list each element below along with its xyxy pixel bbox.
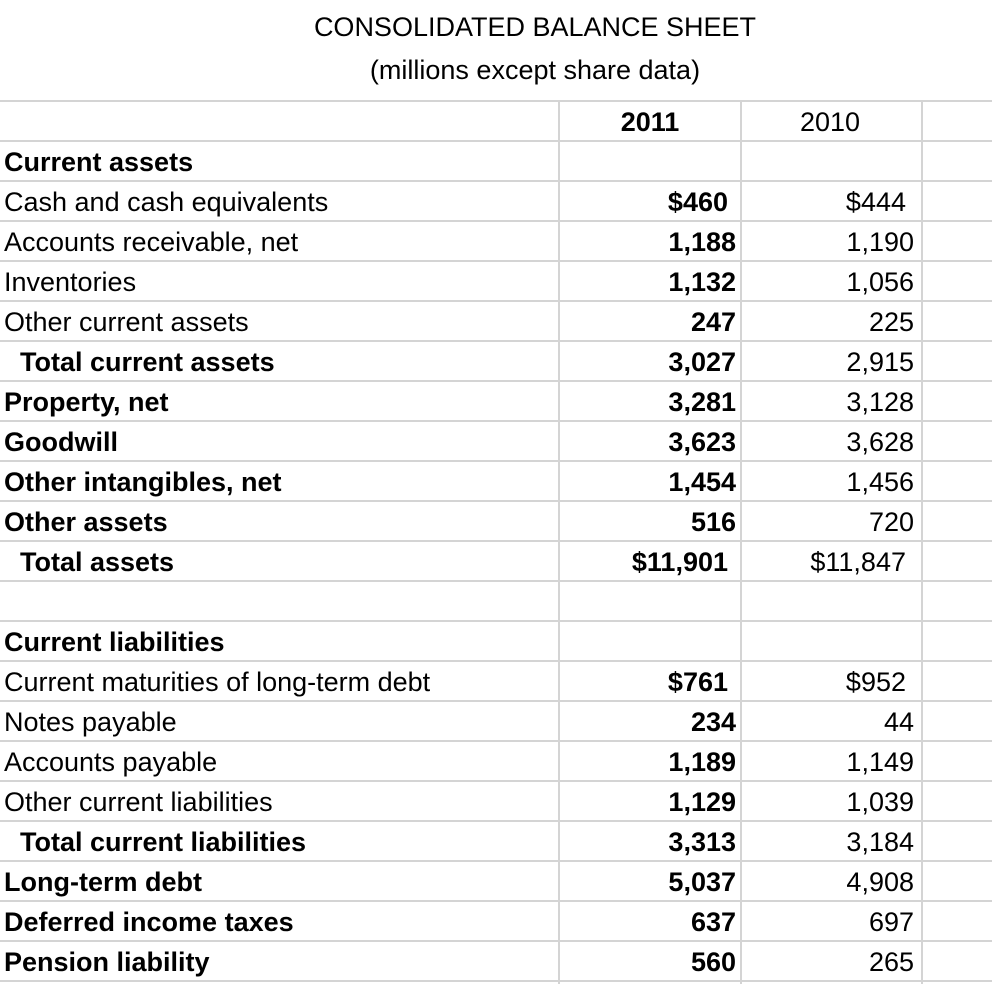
table-row xyxy=(0,100,992,142)
sheet-title: CONSOLIDATED BALANCE SHEET xyxy=(313,12,757,42)
row-label[interactable]: Other intangibles, net xyxy=(4,467,282,497)
table-row xyxy=(0,862,992,902)
row-label[interactable]: Current assets xyxy=(4,147,194,177)
table-row xyxy=(0,222,992,262)
value-2010[interactable]: $444 xyxy=(845,187,906,217)
value-2011[interactable]: $460 xyxy=(667,187,728,217)
value-2010[interactable]: 1,190 xyxy=(846,227,914,257)
value-2011[interactable]: 1,454 xyxy=(668,467,736,497)
value-2011[interactable]: $761 xyxy=(667,667,728,697)
sheet-subtitle: (millions except share data) xyxy=(369,55,701,85)
table-row xyxy=(0,422,992,462)
value-2010[interactable]: 44 xyxy=(883,707,914,737)
value-2011[interactable]: 560 xyxy=(690,947,736,977)
table-row xyxy=(0,902,992,942)
row-label[interactable]: Property, net xyxy=(4,387,169,417)
value-2011[interactable]: 516 xyxy=(690,507,736,537)
table-row xyxy=(0,822,992,862)
value-2011[interactable]: 3,313 xyxy=(668,827,736,857)
row-label[interactable]: Other assets xyxy=(4,507,168,537)
table-row xyxy=(0,782,992,822)
row-label[interactable]: Current maturities of long-term debt xyxy=(4,667,431,697)
value-2011[interactable]: 234 xyxy=(690,707,736,737)
table-row xyxy=(0,622,992,662)
row-label[interactable]: Long-term debt xyxy=(4,867,202,897)
value-2010[interactable]: $11,847 xyxy=(810,547,906,577)
row-label[interactable]: Total assets xyxy=(20,547,175,577)
column-header-2010[interactable]: 2010 xyxy=(799,107,861,137)
table-row xyxy=(0,662,992,702)
table-row xyxy=(0,302,992,342)
value-2011[interactable]: 247 xyxy=(690,307,736,337)
row-label[interactable]: Total current liabilities xyxy=(20,827,307,857)
value-2010[interactable]: 1,149 xyxy=(846,747,914,777)
value-2010[interactable]: 1,056 xyxy=(846,267,914,297)
value-2011[interactable]: 3,027 xyxy=(668,347,736,377)
row-label[interactable]: Other current assets xyxy=(4,307,249,337)
value-2010[interactable]: 4,908 xyxy=(846,867,914,897)
value-2010[interactable]: 1,456 xyxy=(846,467,914,497)
value-2011[interactable]: 1,188 xyxy=(668,227,736,257)
balance-sheet-table xyxy=(0,100,992,982)
value-2010[interactable]: $952 xyxy=(845,667,906,697)
value-2011[interactable]: 5,037 xyxy=(668,867,736,897)
value-2011[interactable]: 637 xyxy=(690,907,736,937)
row-label[interactable]: Pension liability xyxy=(4,947,210,977)
value-2010[interactable]: 2,915 xyxy=(846,347,914,377)
table-row xyxy=(0,342,992,382)
row-label[interactable]: Accounts payable xyxy=(4,747,218,777)
value-2011[interactable]: 3,623 xyxy=(668,427,736,457)
table-row xyxy=(0,382,992,422)
row-label[interactable]: Inventories xyxy=(4,267,137,297)
row-label[interactable]: Notes payable xyxy=(4,707,177,737)
table-row xyxy=(0,182,992,222)
value-2010[interactable]: 697 xyxy=(868,907,914,937)
table-row xyxy=(0,502,992,542)
value-2011[interactable]: $11,901 xyxy=(631,547,728,577)
row-label[interactable]: Other current liabilities xyxy=(4,787,273,817)
value-2010[interactable]: 225 xyxy=(868,307,914,337)
row-label[interactable]: Total current assets xyxy=(20,347,275,377)
value-2010[interactable]: 3,628 xyxy=(846,427,914,457)
row-label[interactable]: Current liabilities xyxy=(4,627,225,657)
table-row xyxy=(0,702,992,742)
row-label[interactable]: Goodwill xyxy=(4,427,118,457)
table-row xyxy=(0,142,992,182)
table-row xyxy=(0,542,992,582)
value-2011[interactable]: 3,281 xyxy=(668,387,736,417)
row-label[interactable]: Accounts receivable, net xyxy=(4,227,299,257)
value-2011[interactable]: 1,129 xyxy=(668,787,736,817)
row-label[interactable]: Deferred income taxes xyxy=(4,907,294,937)
value-2010[interactable]: 1,039 xyxy=(846,787,914,817)
table-row xyxy=(0,582,992,622)
column-header-2011[interactable]: 2011 xyxy=(620,107,680,137)
table-row xyxy=(0,742,992,782)
value-2011[interactable]: 1,132 xyxy=(668,267,736,297)
row-label[interactable]: Cash and cash equivalents xyxy=(4,187,329,217)
value-2010[interactable]: 720 xyxy=(868,507,914,537)
value-2010[interactable]: 3,128 xyxy=(846,387,914,417)
value-2010[interactable]: 3,184 xyxy=(846,827,914,857)
value-2010[interactable]: 265 xyxy=(868,947,914,977)
table-row xyxy=(0,262,992,302)
table-row xyxy=(0,942,992,982)
table-row xyxy=(0,462,992,502)
value-2011[interactable]: 1,189 xyxy=(668,747,736,777)
